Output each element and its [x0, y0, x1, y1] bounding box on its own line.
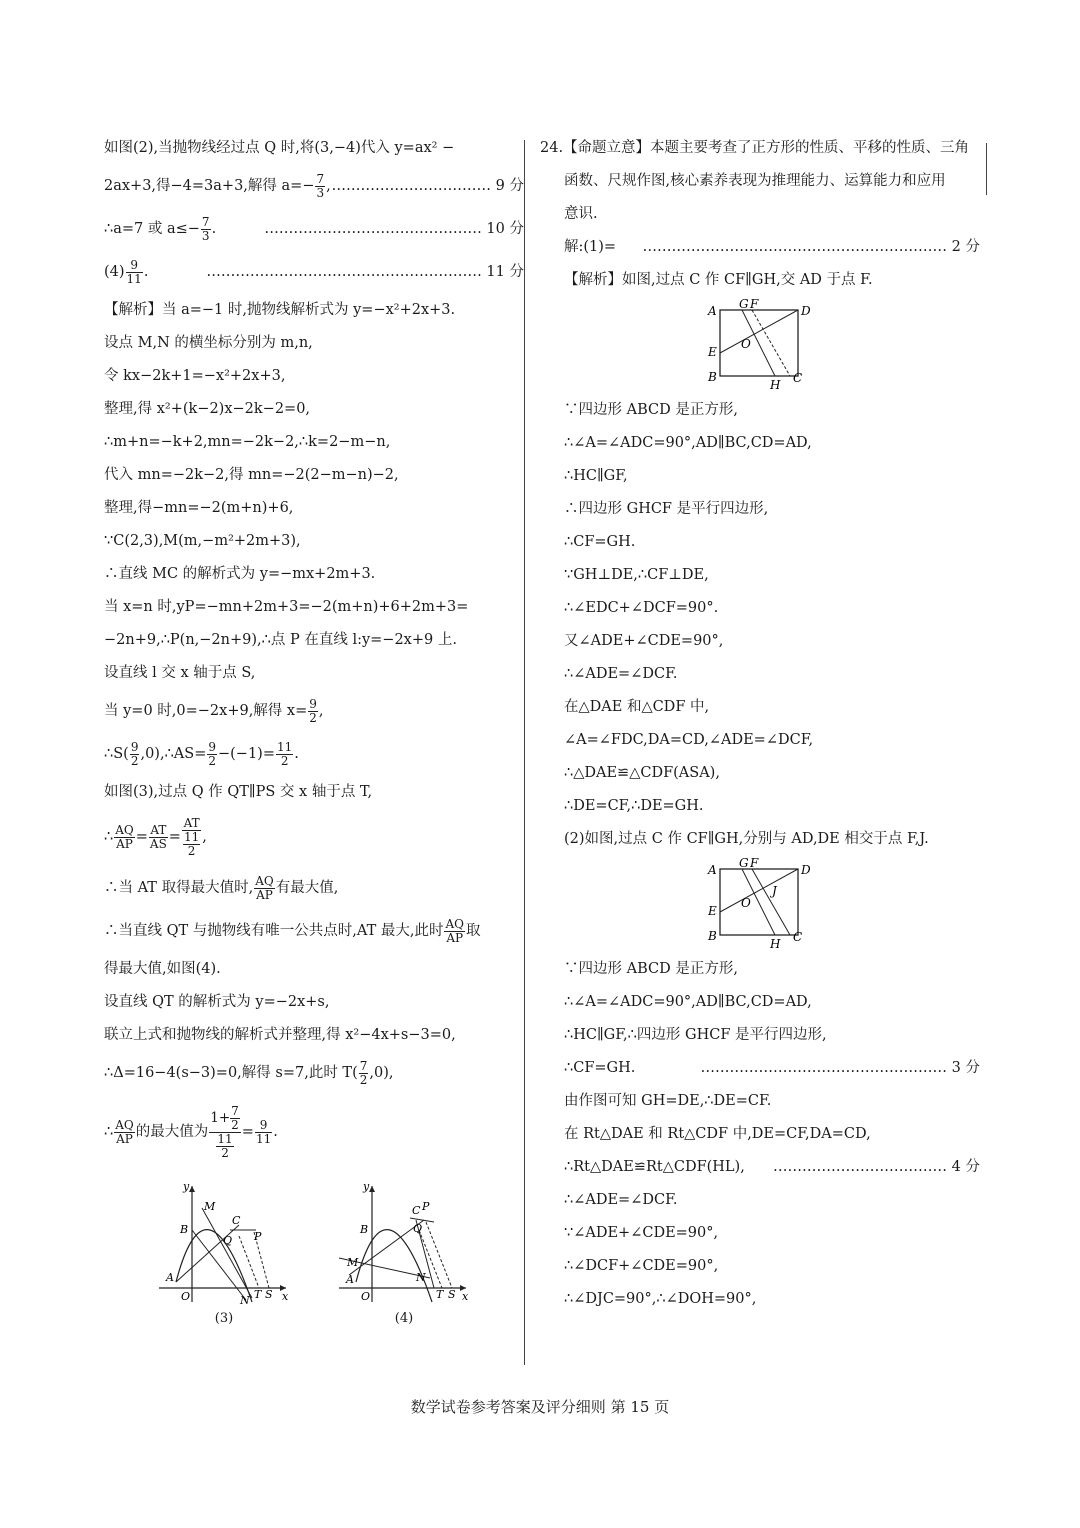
text-line: ∴m+n=−k+2,mn=−2k−2,∴k=2−m−n, [104, 434, 391, 450]
fraction: $\frac{AT}{\frac{11}{2}}$ [183, 815, 200, 858]
svg-text:C: C [793, 371, 803, 385]
text-line: ∴∠ADE=∠DCF. [564, 666, 678, 682]
svg-text:E: E [708, 345, 717, 359]
text-line: ∴△DAE≌△CDF(ASA), [564, 765, 720, 781]
text-line: ∴HC∥GF, [564, 468, 628, 484]
score-mark: ……………………………………………………… 2 分 [642, 239, 980, 255]
text-line: ∵C(2,3),M(m,−m²+2m+3), [104, 533, 301, 549]
svg-text:E: E [708, 904, 717, 918]
svg-text:P: P [254, 1230, 262, 1243]
svg-text:T: T [254, 1288, 262, 1301]
svg-text:S: S [448, 1288, 456, 1301]
svg-text:Q: Q [413, 1222, 423, 1235]
svg-text:A: A [708, 304, 717, 318]
svg-text:O: O [741, 337, 751, 351]
svg-text:y: y [363, 1180, 370, 1193]
svg-text:J: J [772, 884, 777, 898]
figure-4 [334, 1180, 474, 1326]
text-line: 【解析】当 a=−1 时,抛物线解析式为 y=−x²+2x+3. [104, 302, 456, 318]
text-line: 设直线 l 交 x 轴于点 S, [104, 665, 256, 681]
text-line: ∵四边形 ABCD 是正方形, [564, 402, 738, 418]
text-line: ∴ $\frac{AQ}{AP}$ = $\frac{AT}{AS}$ = $\frac{AT}{\frac{11}{2}}$ , [104, 815, 207, 858]
svg-text:C: C [793, 930, 803, 944]
fraction: $\frac{AQ}{AP}$ [115, 822, 134, 851]
svg-text:O: O [361, 1290, 371, 1303]
text-line: ∴当 AT 取得最大值时, $\frac{AQ}{AP}$ 有最大值, [104, 873, 339, 902]
right-column [540, 138, 980, 1309]
figure-4-caption: (4) [394, 1311, 414, 1326]
svg-text:B: B [180, 1223, 189, 1236]
text-line: ∴当直线 QT 与抛物线有唯一公共点时,AT 最大,此时 $\frac{AQ}{AP}$ 取 [104, 916, 481, 945]
fraction: $\frac{9}{2}$ [208, 739, 216, 768]
text-line: (4) $\frac{9}{11}$ . ………………………………………………… 11 分 [104, 257, 524, 286]
figure-row [104, 1180, 524, 1326]
text-line: 意识. [564, 206, 598, 222]
text-line: 当 x=n 时,yP=−mn+2m+3=−2(m+n)+6+2m+3= [104, 599, 469, 615]
text-line: ∴∠ADE=∠DCF. [564, 1192, 678, 1208]
text-line: ∴四边形 GHCF 是平行四边形, [564, 501, 769, 517]
text-line: ∴Rt△DAE≌Rt△CDF(HL), ……………………………… 4 分 [564, 1159, 980, 1175]
svg-text:y: y [183, 1180, 190, 1193]
svg-text:C: C [232, 1214, 241, 1227]
text-line: 得最大值,如图(4). [104, 961, 221, 977]
text-line: ∵GH⊥DE,∴CF⊥DE, [564, 567, 709, 583]
svg-text:C: C [412, 1204, 421, 1217]
text-line: ∠A=∠FDC,DA=CD,∠ADE=∠DCF, [564, 732, 814, 748]
text-line: 24.【命题立意】本题主要考查了正方形的性质、平移的性质、三角 [540, 140, 970, 156]
fraction: $\frac{9}{2}$ [309, 696, 317, 725]
svg-text:A: A [708, 863, 717, 877]
fraction: $\frac{AQ}{AP}$ [445, 916, 464, 945]
text-line: ∴CF=GH. …………………………………………… 3 分 [564, 1060, 980, 1076]
text-line: ∴HC∥GF,∴四边形 GHCF 是平行四边形, [564, 1027, 827, 1043]
fraction: $\frac{7}{3}$ [316, 171, 325, 200]
svg-text:B: B [360, 1223, 369, 1236]
text-line: 在 Rt△DAE 和 Rt△CDF 中,DE=CF,DA=CD, [564, 1126, 871, 1142]
page-footer: 数学试卷参考答案及评分细则 第 15 页 [410, 1398, 670, 1416]
fraction: $\frac{7}{3}$ [201, 214, 210, 243]
svg-text:Q: Q [223, 1234, 233, 1247]
text-line: −2n+9,∴P(n,−2n+9),∴点 P 在直线 l:y=−2x+9 上. [104, 632, 457, 648]
text-line: 解:(1)= ……………………………………………………… 2 分 [564, 239, 980, 255]
square-figure-1 [700, 298, 820, 390]
svg-text:S: S [265, 1288, 273, 1301]
text-line: 代入 mn=−2k−2,得 mn=−2(2−m−n)−2, [104, 467, 399, 483]
svg-text:P: P [422, 1200, 430, 1213]
text-line: 又∠ADE+∠CDE=90°, [564, 633, 724, 649]
score-mark: ……………………………… 4 分 [773, 1159, 980, 1175]
score-mark: ………………………………………………… 11 分 [206, 264, 524, 280]
figure-3-diagram [154, 1180, 294, 1305]
fraction: $\frac{AQ}{AP}$ [255, 873, 274, 902]
svg-text:D: D [801, 863, 811, 877]
text-line: ∴S( $\frac{9}{2}$ ,0),∴AS= $\frac{9}{2}$ −(−1)= $\frac{11}{2}$ . [104, 739, 299, 768]
text-line: 设点 M,N 的横坐标分别为 m,n, [104, 335, 313, 351]
svg-text:F: F [750, 298, 759, 311]
text-line: 由作图可知 GH=DE,∴DE=CF. [564, 1093, 772, 1109]
fraction: $\frac{9}{11}$ [255, 1117, 272, 1146]
svg-text:A: A [346, 1273, 354, 1286]
text-line: ∴直线 MC 的解析式为 y=−mx+2m+3. [104, 566, 376, 582]
text-line: ∵∠ADE+∠CDE=90°, [564, 1225, 719, 1241]
text-line: 整理,得−mn=−2(m+n)+6, [104, 500, 294, 516]
text-line: ∴∠EDC+∠DCF=90°. [564, 600, 719, 616]
margin-bar [986, 143, 987, 195]
fraction: $\frac{AQ}{AP}$ [115, 1117, 134, 1146]
text-line: 如图(3),过点 Q 作 QT∥PS 交 x 轴于点 T, [104, 784, 373, 800]
text-line: 2ax+3,得−4=3a+3,解得 a=− $\frac{7}{3}$ , …………………………… 9 分 [104, 171, 524, 200]
figure-4-diagram [334, 1180, 474, 1305]
text-line: 整理,得 x²+(k−2)x−2k−2=0, [104, 401, 311, 417]
score-mark: …………………………………………… 3 分 [700, 1060, 980, 1076]
fraction: $\frac{11}{2}$ [277, 739, 293, 768]
fraction: $\frac{AT}{AS}$ [149, 822, 167, 851]
svg-text:x: x [282, 1290, 289, 1303]
svg-text:D: D [801, 304, 811, 318]
text-line: ∴DE=CF,∴DE=GH. [564, 798, 704, 814]
text-line: (2)如图,过点 C 作 CF∥GH,分别与 AD,DE 相交于点 F,J. [564, 831, 929, 847]
text-line: 【解析】如图,过点 C 作 CF∥GH,交 AD 于点 F. [564, 272, 873, 288]
svg-text:N: N [416, 1271, 426, 1284]
text-line: ∴Δ=16−4(s−3)=0,解得 s=7,此时 T( $\frac{7}{2}$ ,0), [104, 1058, 394, 1087]
svg-text:B: B [708, 370, 717, 384]
svg-text:O: O [741, 896, 751, 910]
fraction: $\frac{9}{11}$ [126, 257, 142, 286]
figure-3-caption: (3) [214, 1311, 234, 1326]
text-line: ∴ $\frac{AQ}{AP}$ 的最大值为 1+ $\frac{7}{2}$ $\frac{11}{2}$ = $\frac{9}{11}$ . [104, 1103, 278, 1160]
svg-text:G: G [739, 298, 749, 311]
svg-text:H: H [770, 937, 781, 949]
fraction: $\frac{7}{2}$ [359, 1058, 368, 1087]
fraction: 1+ $\frac{7}{2}$ $\frac{11}{2}$ [210, 1103, 239, 1160]
left-column [104, 138, 524, 1326]
text-line: 设直线 QT 的解析式为 y=−2x+s, [104, 994, 330, 1010]
text-line: ∵四边形 ABCD 是正方形, [564, 961, 738, 977]
text-line: ∴∠DJC=90°,∴∠DOH=90°, [564, 1291, 757, 1307]
figure-3 [154, 1180, 294, 1326]
text-line: 函数、尺规作图,核心素养表现为推理能力、运算能力和应用 [564, 173, 946, 189]
column-divider [524, 140, 525, 1365]
svg-text:H: H [770, 378, 781, 390]
svg-text:M: M [204, 1200, 216, 1213]
svg-text:G: G [739, 857, 749, 870]
text-line: 联立上式和抛物线的解析式并整理,得 x²−4x+s−3=0, [104, 1027, 456, 1043]
text-line: 当 y=0 时,0=−2x+9,解得 x= $\frac{9}{2}$ , [104, 696, 324, 725]
text-line: ∴∠A=∠ADC=90°,AD∥BC,CD=AD, [564, 435, 812, 451]
svg-text:N: N [240, 1294, 250, 1305]
text-line: ∴∠DCF+∠CDE=90°, [564, 1258, 719, 1274]
text-line: 令 kx−2k+1=−x²+2x+3, [104, 368, 286, 384]
text-line: 在△DAE 和△CDF 中, [564, 699, 710, 715]
score-mark: ……………………………………… 10 分 [264, 221, 524, 237]
square-figure-2 [700, 857, 820, 949]
svg-text:O: O [181, 1290, 191, 1303]
svg-text:x: x [462, 1290, 469, 1303]
svg-text:T: T [436, 1288, 444, 1301]
svg-text:A: A [166, 1271, 174, 1284]
text-line: 如图(2),当抛物线经过点 Q 时,将(3,−4)代入 y=ax² − [104, 140, 455, 156]
svg-text:B: B [708, 929, 717, 943]
text-line: ∴∠A=∠ADC=90°,AD∥BC,CD=AD, [564, 994, 812, 1010]
fraction: $\frac{9}{2}$ [130, 739, 139, 768]
text-line: ∴a=7 或 a≤− $\frac{7}{3}$ . ……………………………………… 10 分 [104, 214, 524, 243]
svg-text:F: F [750, 857, 759, 870]
score-mark: …………………………… 9 分 [331, 178, 524, 194]
text-line: ∴CF=GH. [564, 534, 636, 550]
svg-text:M: M [347, 1256, 359, 1269]
